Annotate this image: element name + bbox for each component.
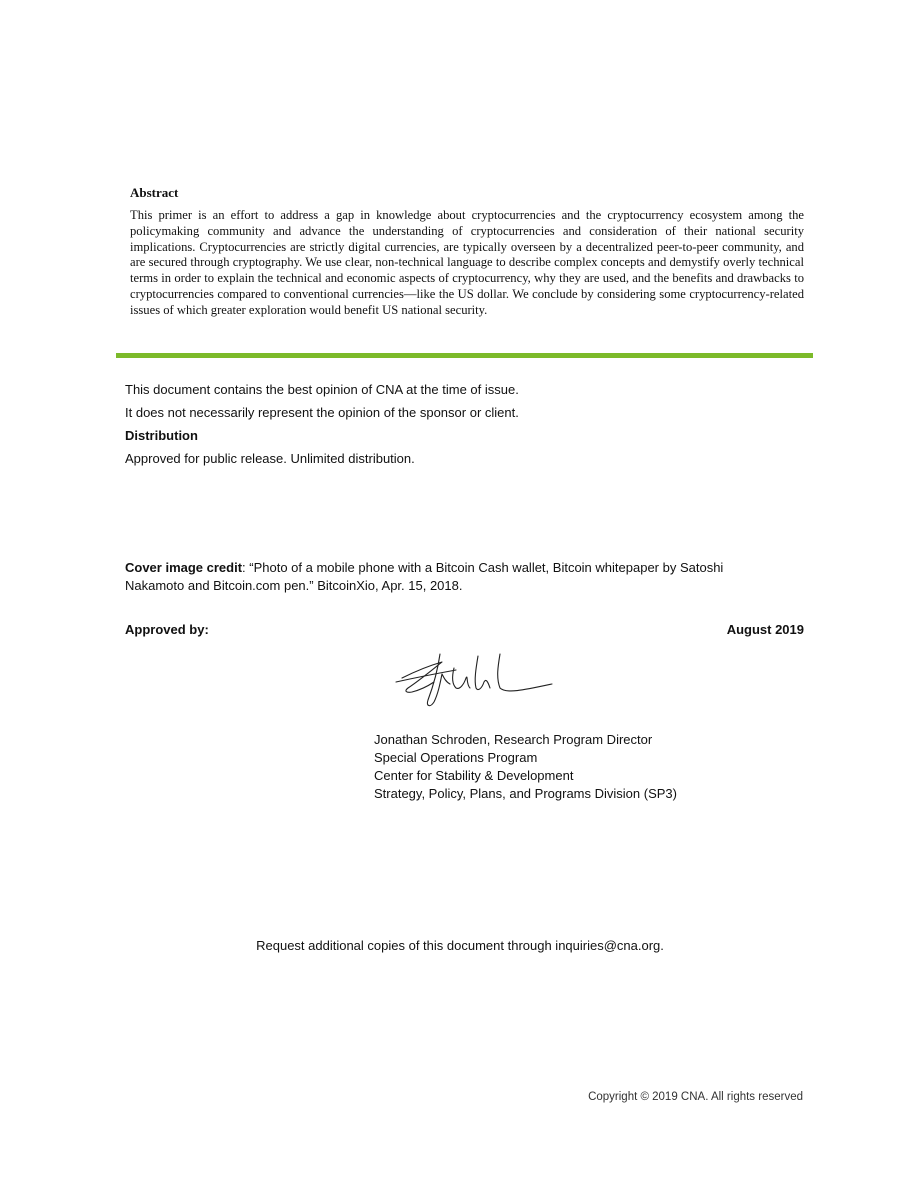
notice-line-2: It does not necessarily represent the opinion of the sponsor or client. [125, 405, 519, 420]
signer-program: Special Operations Program [374, 750, 538, 765]
request-copies-text: Request additional copies of this document through inquiries@cna.org. [256, 938, 664, 953]
approved-by-label: Approved by: [125, 622, 209, 637]
signer-block [374, 731, 677, 803]
notice-line-1: This document contains the best opinion of CNA at the time of issue. [125, 382, 519, 397]
abstract-heading: Abstract [130, 185, 179, 200]
abstract-body: This primer is an effort to address a gap in knowledge about cryptocurrencies and the cryptocurrency ecosystem among the policymaking community and advance the understanding of cryptocurrencies and consideration of their national security implications. Cryptocurrencies are strictly digital currencies, are typically overseen by a decentralized peer-to-peer community, and are secured through cryptography. We use clear, non-technical language to describe complex concepts and demystify overly technical terms in order to explain the technical and economic aspects of cryptocurrency, why they are used, and the benefits and drawbacks to cryptocurrencies compared to conventional currencies—like the US dollar. We conclude by considering some cryptocurrency-related issues of which greater exploration would benefit US national security. [130, 208, 804, 317]
notice-section [125, 378, 519, 470]
signer-division: Strategy, Policy, Plans, and Programs Division (SP3) [374, 786, 677, 801]
cover-image-credit [125, 559, 775, 595]
credit-label: Cover image credit [125, 560, 243, 575]
copyright-notice: Copyright © 2019 CNA. All rights reserved [588, 1091, 803, 1103]
abstract-section [130, 185, 804, 319]
approval-date: August 2019 [726, 622, 804, 637]
credit-text: : “Photo of a mobile phone with a Bitcoin Cash wallet, Bitcoin whitepaper by Satoshi Nakamoto and Bitcoin.com pen.” BitcoinXio, Apr. 15, 2018. [125, 560, 724, 593]
section-divider [116, 353, 813, 358]
signature-icon [394, 648, 560, 712]
distribution-heading: Distribution [125, 428, 198, 443]
signer-name-title: Jonathan Schroden, Research Program Director [374, 732, 653, 747]
distribution-text: Approved for public release. Unlimited distribution. [125, 451, 415, 466]
signer-center: Center for Stability & Development [374, 768, 574, 783]
